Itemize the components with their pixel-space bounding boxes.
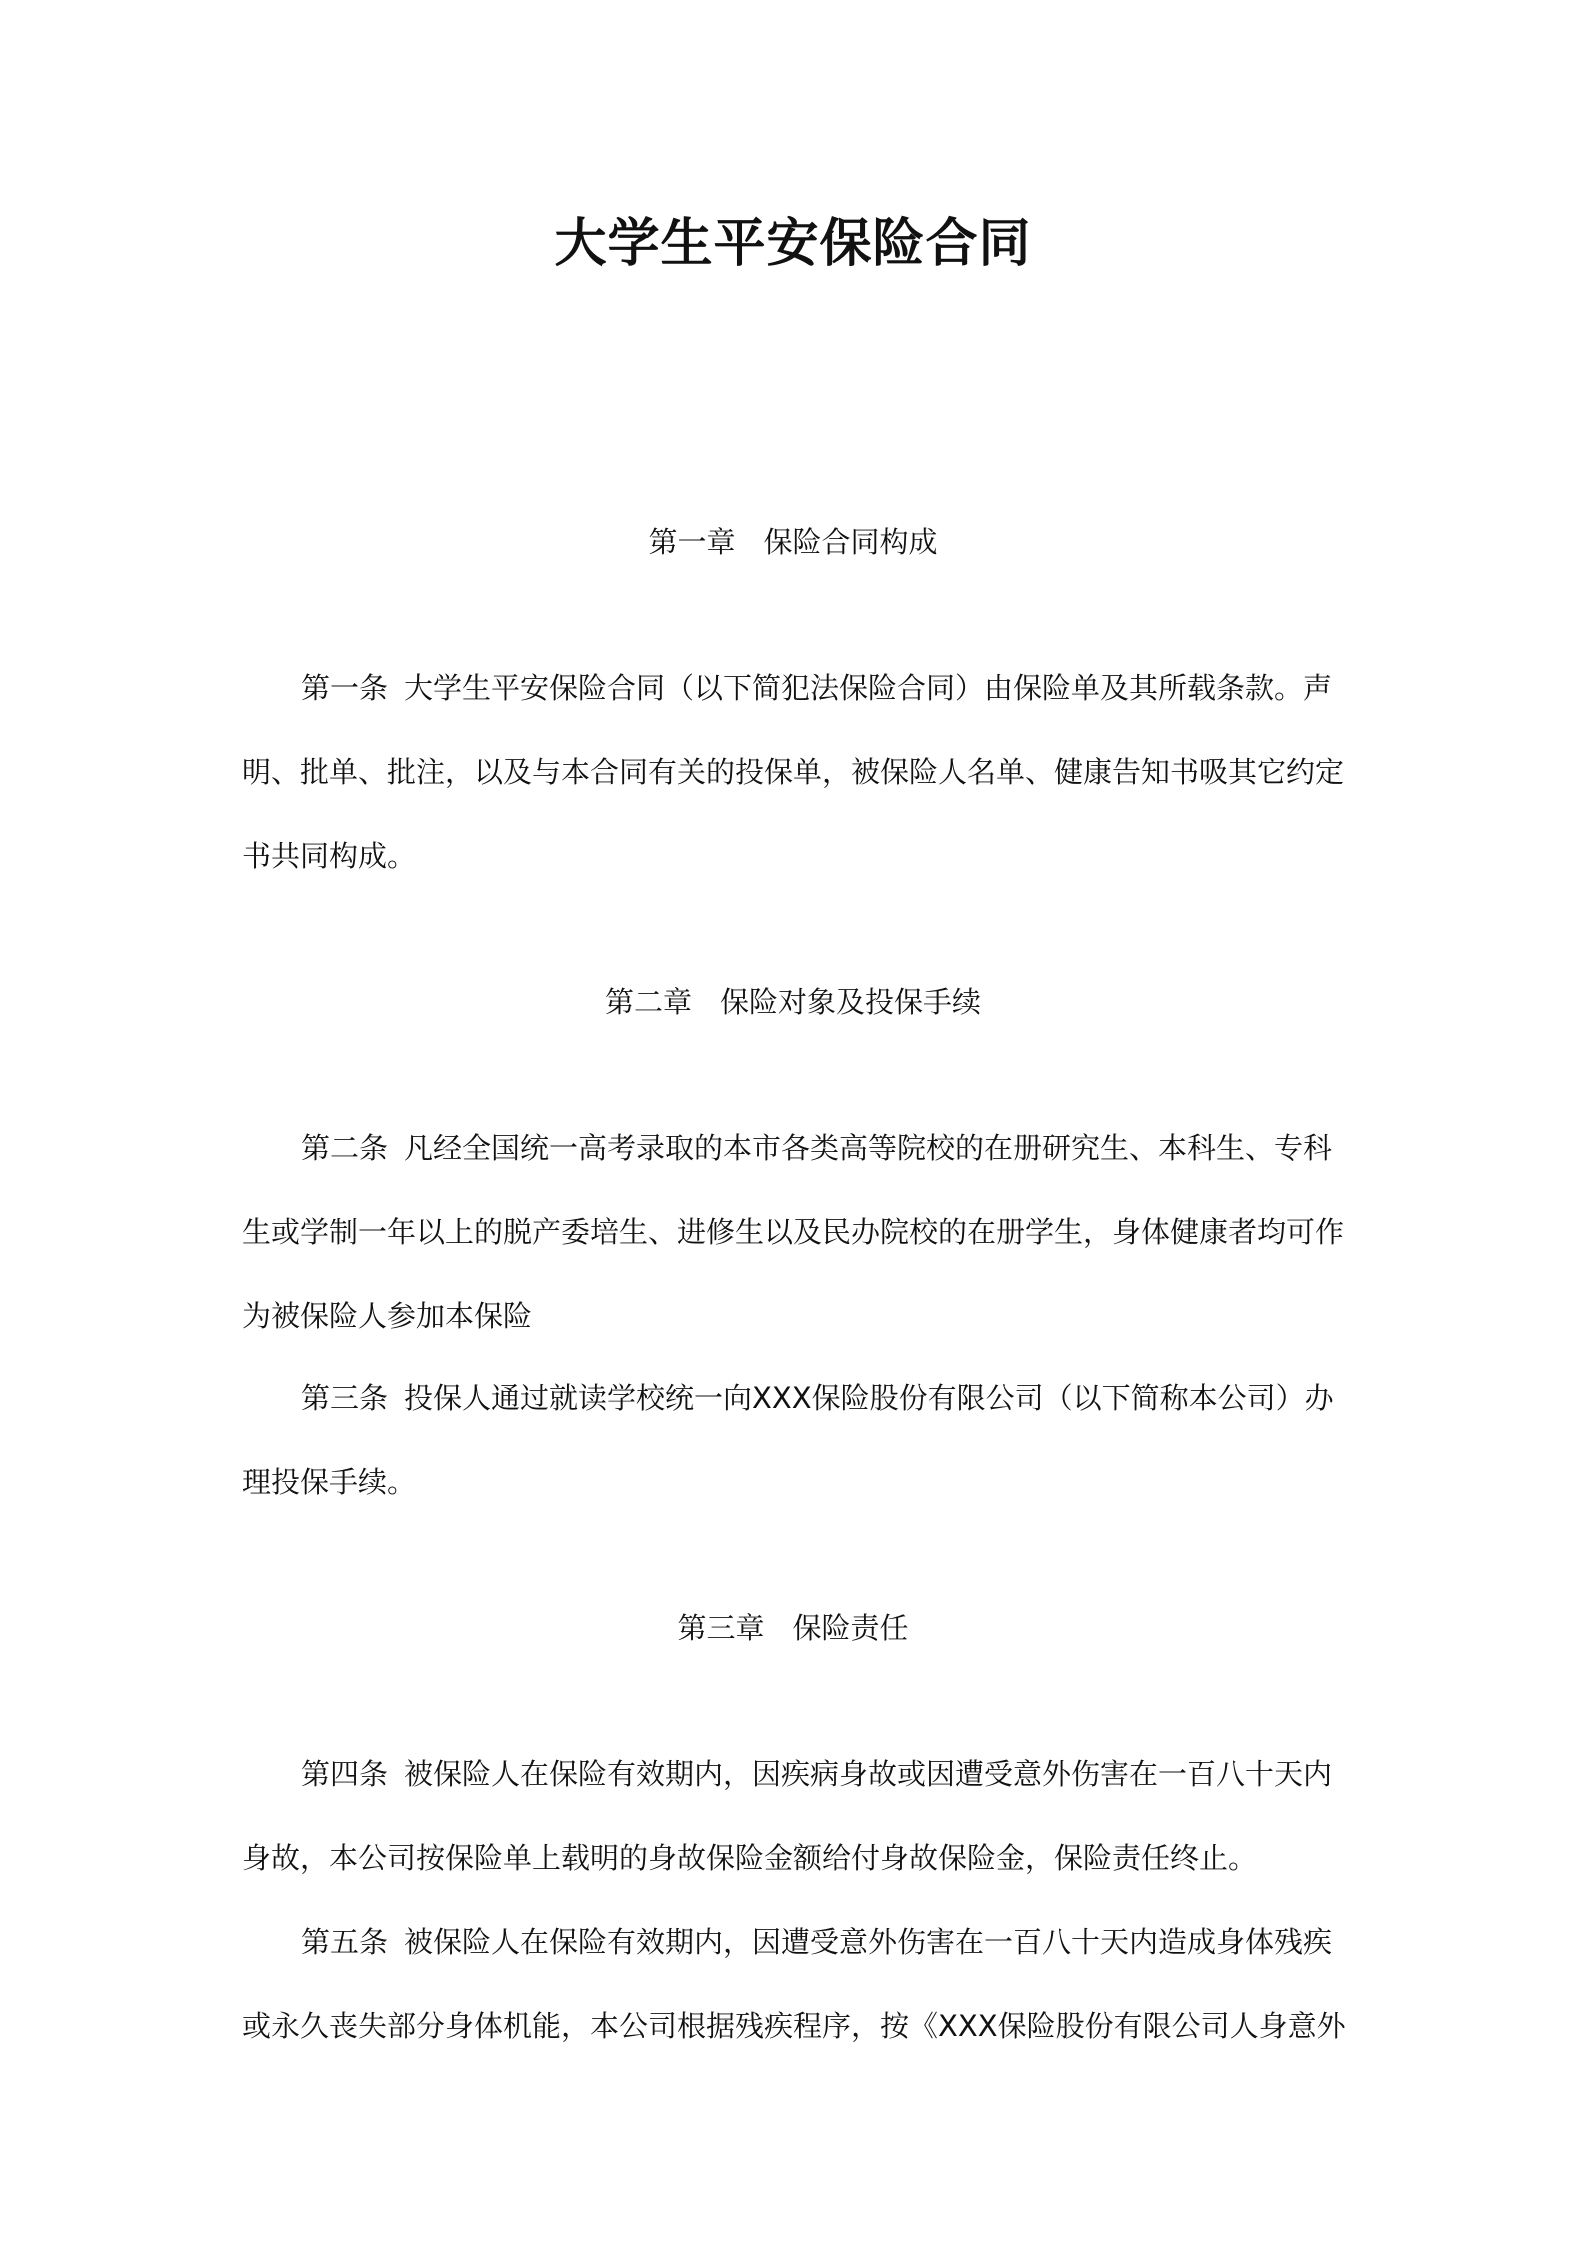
article-number: 第四条 xyxy=(301,1757,389,1791)
article-3-line-2: 理投保手续。 xyxy=(242,1465,417,1499)
chapter-number: 第一章 xyxy=(648,525,736,559)
article-2-line-1 xyxy=(301,1128,1421,1168)
article-number: 第三条 xyxy=(301,1381,389,1415)
article-text: 凡经全国统一高考录取的本市各类高等院校的在册研究生、本科生、专科 xyxy=(404,1131,1333,1165)
chapter-name: 保险责任 xyxy=(792,1611,909,1645)
chapter-name: 保险对象及投保手续 xyxy=(720,985,982,1019)
article-2-line-3: 为被保险人参加本保险 xyxy=(242,1299,533,1333)
article-number: 第二条 xyxy=(301,1131,389,1165)
chapter-heading-1 xyxy=(0,522,1586,562)
chapter-number: 第二章 xyxy=(604,985,692,1019)
chapter-number: 第三章 xyxy=(677,1611,765,1645)
article-1-line-3: 书共同构成。 xyxy=(242,839,417,873)
chapter-name: 保险合同构成 xyxy=(763,525,938,559)
article-5-line-1 xyxy=(301,1922,1421,1962)
chapter-heading-3 xyxy=(0,1608,1586,1648)
article-4-line-2: 身故，本公司按保险单上载明的身故保险金额给付身故保险金，保险责任终止。 xyxy=(242,1841,1258,1875)
article-number: 第五条 xyxy=(301,1925,389,1959)
article-2-line-2: 生或学制一年以上的脱产委培生、进修生以及民办院校的在册学生，身体健康者均可作 xyxy=(242,1215,1345,1249)
article-number: 第一条 xyxy=(301,671,389,705)
article-1-line-2: 明、批单、批注，以及与本合同有关的投保单，被保险人名单、健康告知书吸其它约定 xyxy=(242,755,1345,789)
article-3-line-1 xyxy=(301,1378,1421,1418)
article-text: 投保人通过就读学校统一向XXX保险股份有限公司（以下简称本公司）办 xyxy=(404,1381,1334,1415)
document-title: 大学生平安保险合同 xyxy=(554,214,1032,274)
chapter-heading-2 xyxy=(0,982,1586,1022)
article-5-line-2: 或永久丧失部分身体机能，本公司根据残疾程序，按《XXX保险股份有限公司人身意外 xyxy=(242,2009,1346,2043)
article-1-line-1 xyxy=(301,668,1421,708)
article-text: 大学生平安保险合同（以下简犯法保险合同）由保险单及其所载条款。声 xyxy=(404,671,1333,705)
article-4-line-1 xyxy=(301,1754,1421,1794)
article-text: 被保险人在保险有效期内，因遭受意外伤害在一百八十天内造成身体残疾 xyxy=(404,1925,1333,1959)
article-text: 被保险人在保险有效期内，因疾病身故或因遭受意外伤害在一百八十天内 xyxy=(404,1757,1333,1791)
